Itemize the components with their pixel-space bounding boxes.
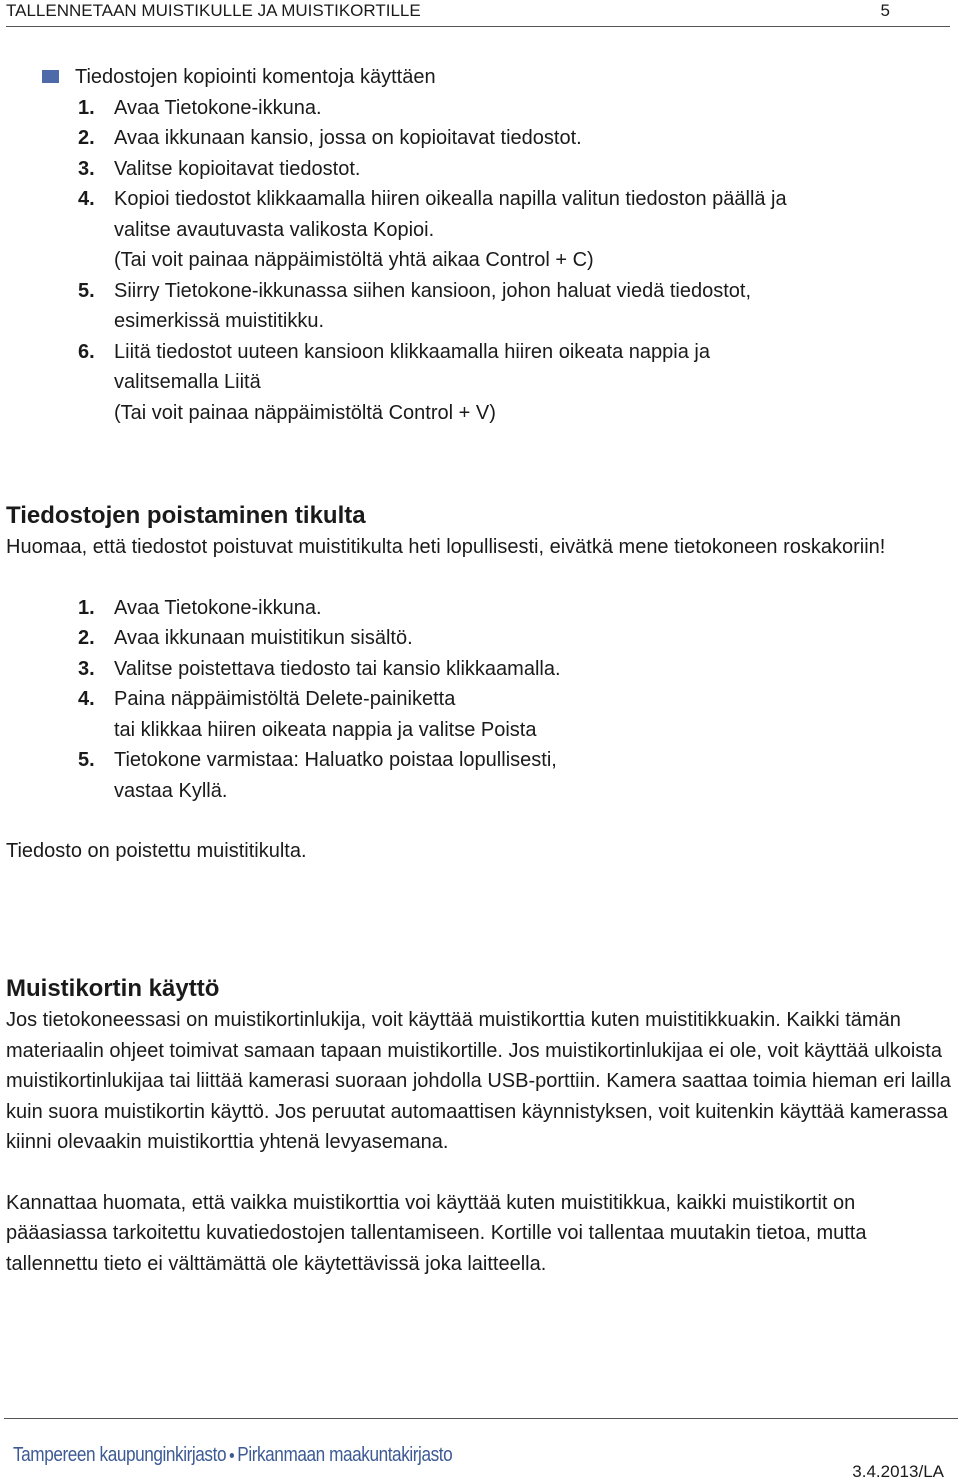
section-title-row [42, 62, 952, 93]
step-text: Valitse kopioitavat tiedostot. [114, 157, 361, 180]
step-number: 1. [78, 96, 95, 119]
step-number: 4. [78, 188, 95, 210]
step-text: Avaa Tietokone-ikkuna. [114, 96, 322, 119]
step-number: 4. [78, 688, 95, 710]
logo-text-right: Pirkanmaan maakuntakirjasto [237, 1444, 453, 1466]
list-item [42, 184, 952, 276]
step-text: valitse avautuvasta valikosta Kopioi. [114, 218, 435, 241]
paragraph: Kannattaa huomata, että vaikka muistikorttia voi käyttää kuten muistitikkua, kaikki muistikortit on pääasiassa tarkoitettu kuvatiedostojen tallentamiseen. Kortille voi tallentaa muutakin tietoa, mutta tallennettu tieto ei välttämättä ole käytettävissä joka laitteella. [6, 1191, 867, 1275]
copy-steps-list [42, 93, 952, 429]
step-text: Avaa Tietokone-ikkuna. [114, 596, 322, 619]
list-item [6, 593, 946, 624]
warning-text: Huomaa, että tiedostot poistuvat muistitikulta heti lopullisesti, eivätkä mene tietokoneen roskakoriin! [6, 536, 886, 558]
step-number: 1. [78, 596, 95, 619]
step-text: esimerkissä muistitikku. [114, 310, 325, 332]
copy-files-section [42, 62, 952, 428]
list-item [42, 154, 952, 185]
step-number: 2. [78, 127, 95, 149]
step-number: 3. [78, 657, 95, 680]
step-number: 6. [78, 340, 95, 363]
step-number: 5. [78, 279, 95, 302]
step-text: (Tai voit painaa näppäimistöltä Control + V) [114, 401, 496, 424]
document-date: 3.4.2013/LA [852, 1462, 944, 1481]
step-text: tai klikkaa hiiren oikeata nappia ja valitse Poista [114, 718, 537, 741]
paragraph: Jos tietokoneessasi on muistikortinlukija, voit käyttää muistikorttia kuten muistitikkuakin. Kaikki tämän materiaalin ohjeet toimivat samaan tapaan muistikortille. Jos muistikortinlukijaa ei ole, voit käyttää ulkoista muistikortinlukijaa tai liittää kamerasi suoraan johdolla USB-porttiin. Kamera saattaa toimia hieman eri lailla kuin suora muistikortin käyttö. Jos peruutat automaattisen käynnistyksen, voit kuitenkin käyttää kamerassa kiinni olevaakin muistikorttia yhtenä levyasemana. [6, 1009, 951, 1153]
page-number: 5 [880, 1, 890, 20]
step-text: Avaa ikkunaan muistitikun sisältö. [114, 627, 413, 649]
square-bullet-icon [42, 70, 59, 83]
delete-steps-list [6, 593, 946, 807]
memory-card-section [6, 973, 951, 1279]
list-item [42, 337, 952, 429]
step-number: 2. [78, 627, 95, 649]
step-text: Paina näppäimistöltä Delete-painiketta [114, 688, 456, 710]
list-item [6, 623, 946, 654]
step-text: Avaa ikkunaan kansio, jossa on kopioitavat tiedostot. [114, 127, 582, 149]
page-header [6, 0, 950, 27]
library-logo [13, 1444, 452, 1467]
document-title: TALLENNETAAN MUISTIKULLE JA MUISTIKORTILLE [6, 1, 421, 20]
section-heading: Muistikortin käyttö [6, 975, 220, 1002]
separator-dot-icon [230, 1453, 234, 1458]
step-text: Kopioi tiedostot klikkaamalla hiiren oikealla napilla valitun tiedoston päällä ja [114, 188, 787, 210]
step-text: valitsemalla Liitä [114, 371, 261, 393]
footer-divider [4, 1418, 958, 1419]
list-item [6, 745, 946, 806]
list-item [42, 276, 952, 337]
list-item [6, 684, 946, 745]
list-item [42, 123, 952, 154]
step-text: Tietokone varmistaa: Haluatko poistaa lopullisesti, [114, 749, 557, 771]
section-title: Tiedostojen kopiointi komentoja käyttäen [75, 66, 436, 88]
step-text: (Tai voit painaa näppäimistöltä yhtä aikaa Control + C) [114, 249, 594, 271]
step-number: 3. [78, 157, 95, 180]
step-text: Siirry Tietokone-ikkunassa siihen kansioon, johon haluat viedä tiedostot, [114, 279, 752, 302]
logo-text-left: Tampereen kaupunginkirjasto [13, 1444, 227, 1466]
step-text: Valitse poistettava tiedosto tai kansio klikkaamalla. [114, 657, 561, 680]
delete-files-section [6, 500, 946, 867]
list-item [6, 654, 946, 685]
step-text: vastaa Kyllä. [114, 779, 228, 802]
section-heading: Tiedostojen poistaminen tikulta [6, 502, 366, 529]
list-item [42, 93, 952, 124]
result-text: Tiedosto on poistettu muistitikulta. [6, 840, 307, 862]
step-number: 5. [78, 749, 95, 771]
step-text: Liitä tiedostot uuteen kansioon klikkaamalla hiiren oikeata nappia ja [114, 340, 710, 363]
